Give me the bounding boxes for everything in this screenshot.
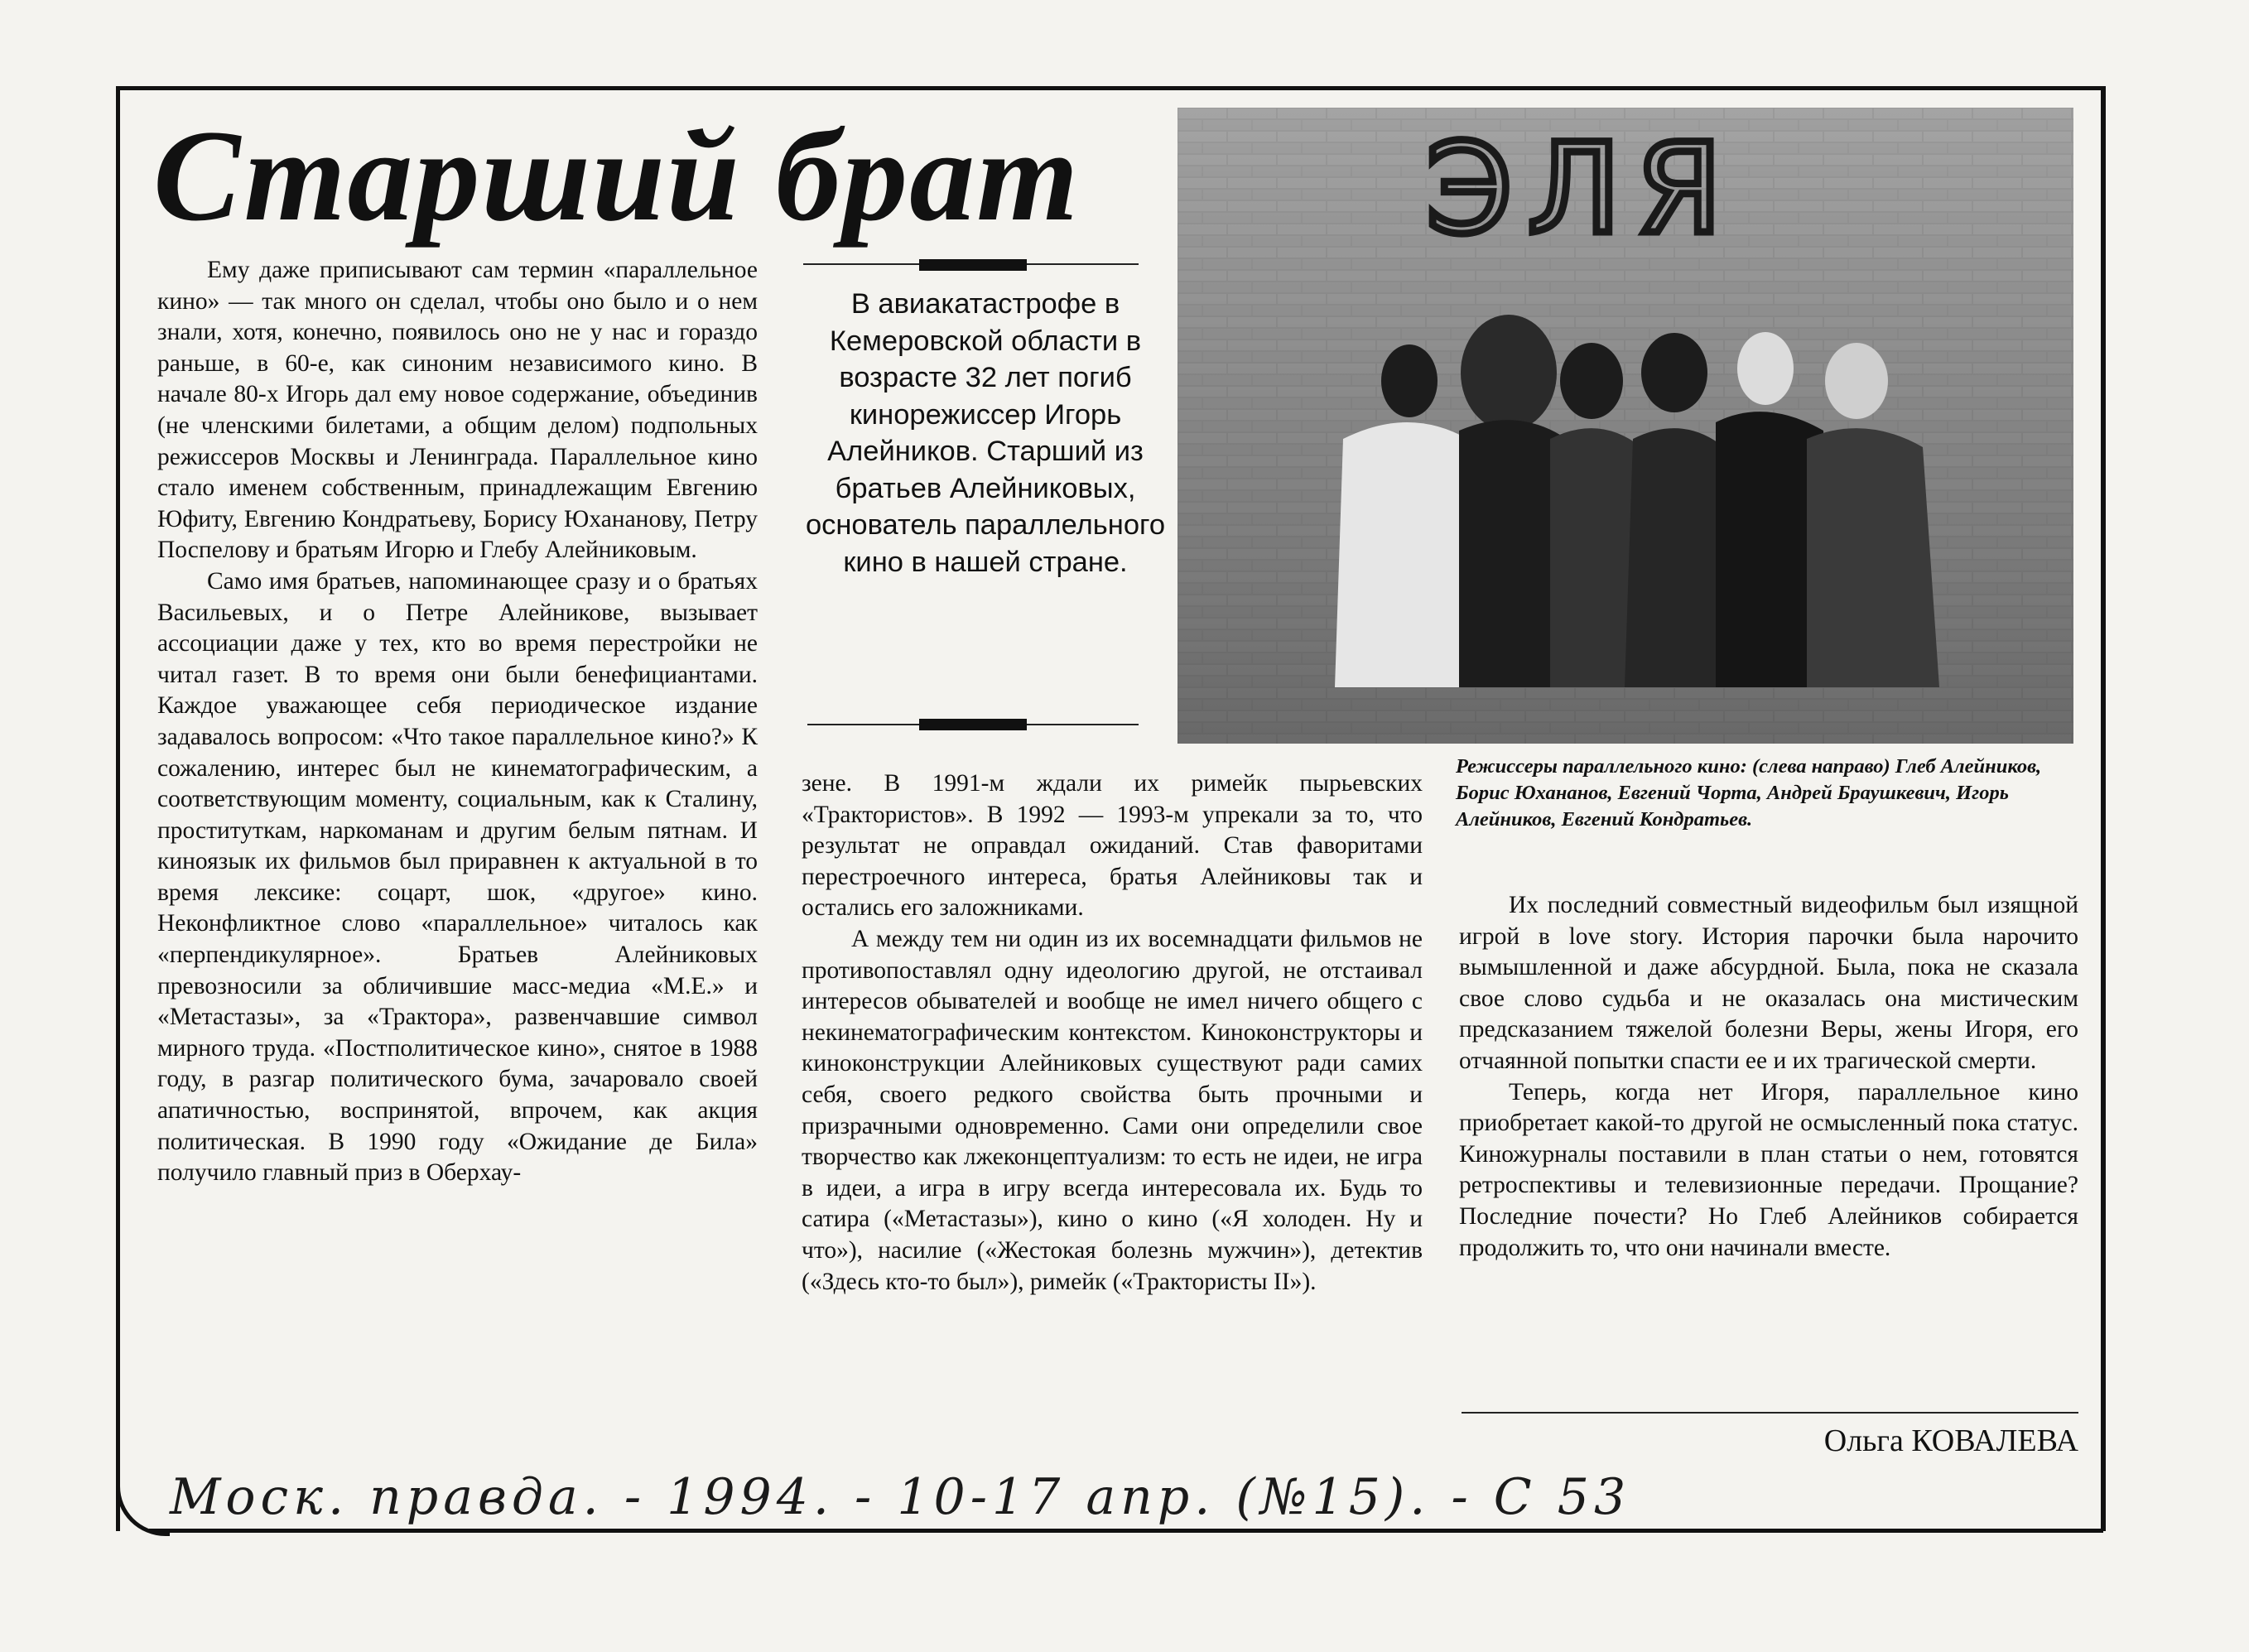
paragraph: Ему даже приписывают сам термин «параллельное кино» — так много он сделал, чтобы оно было и о нем знали, хотя, конечно, появилось оно не у нас и гораздо раньше, в 60-е, как синоним независимого кино. В начале 80-х Игорь дал ему новое содержание, объединив (не членскими билетами, а общим делом) подпольных режиссеров Москвы и Ленинграда. Параллельное кино стало именем собственным, принадлежащим Евгению Юфиту, Евгению Кондратьеву, Борису Юхананову, Петру Поспелову и братьям Игорю и Глебу Алейниковым. (157, 257, 758, 564)
article-headline: Старший брат (153, 104, 1081, 248)
paragraph: зене. В 1991-м ждали их римейк пырьевских «Трактористов». В 1992 — 1993-м упрекали за то, что результат не оправдал ожиданий. Став фаворитами перестроечного интереса, братья Алейниковы так и остались его заложниками. (802, 770, 1423, 922)
paragraph: Само имя братьев, напоминающее сразу и о братьях Васильевых, и о Петре Алейникове, вызывает ассоциации даже у тех, кто во время перестройки не читал газет. В то время они были бенефициантами. Каждое уважающее себя периодическое издание задавалось вопросом: «Что такое параллельное кино?» К сожалению, интерес был не кинематографическим, а соответствующим моменту, социальным, как к Сталину, проституткам, наркоманам и другим белым пятнам. И киноязык их фильмов был приравнен к актуальной в то время лексике: соцарт, шок, «другое» кино. Неконфликтное слово «параллельное» читалось как «перпендикулярное». Братьев Алейниковых превозносили за обличившие масс-медиа «М.Е.» и «Метастазы», за «Трактора», развенчавшие символ мирного труда. «Постполитическое кино», снятое в 1988 году, в разгар политического бума, зачаровало своей апатичностью, воспринятой, впрочем, как акция политическая. В 1990 году «Ожидание де Била» получило главный приз в Оберхау- (157, 567, 758, 1187)
lead-bar (919, 259, 1027, 271)
article-lead: В авиакатастрофе в Кемеровской области в возрасте 32 лет погиб кинорежиссер Игорь Алейников. Старший из братьев Алейниковых, основатель параллельного кино в нашей стране. (805, 288, 1166, 578)
byline-rule (1462, 1412, 2078, 1414)
text-column-3 (1459, 890, 2078, 1412)
paragraph: А между тем ни один из их восемнадцати фильмов не противопоставлял одну идеологию другой, не отстаивал интересов обывателей и вообще не имел ничего общего с некинематографическим контекстом. Киноконструкторы и киноконструкции Алейниковых существуют ради самих себя, своего редкого свойства быть прочными и призрачными одновременно. Сами они определили свое творчество как лжеконцептуализм: то есть не идеи, не игра в идеи, а игра в игру всегда интересовала их. Будь то сатира («Метастазы»), кино о кино («Я холоден. Ну и что»), насилие («Жестокая болезнь мужчин»), детектив («Здесь кто-то был»), римейк («Трактористы II»). (802, 925, 1423, 1295)
group-photo (1177, 108, 2073, 744)
text-column-2 (802, 768, 1423, 1489)
paragraph: Их последний совместный видеофильм был изящной игрой в love story. История парочки была нарочито вымышленной и даже абсурдной. Была, пока не сказала свое слово судьба и не оказалась она мистическим предсказанием тяжелой болезни Веры, жены Игоря, его отчаянной попытки спасти ее и их трагической смерти. (1459, 892, 2078, 1074)
lead-bar (919, 719, 1027, 730)
paragraph: Теперь, когда нет Игоря, параллельное кино приобретает какой-то другой не осмысленный пока статус. Киножурналы поставили в план статьи о нем, готовятся ретроспективы и телевизионные передачи. Прощание? Последние почести? Но Глеб Алейников собирается продолжить то, что они начинали вместе. (1459, 1078, 2078, 1261)
clipping-border-bottom (149, 1529, 2103, 1533)
clipping-border-top (116, 86, 2105, 90)
byline: Ольга КОВАЛЕВА (1823, 1423, 2078, 1458)
text-column-1 (157, 255, 758, 1518)
clipping-border-left (116, 86, 120, 1531)
clipping-border-right (2101, 86, 2106, 1531)
photo-caption: Режиссеры параллельного кино: (слева направо) Глеб Алейников, Борис Юхананов, Евгений Чорта, Андрей Браушкевич, Игорь Алейников, Евгений Кондратьев. (1456, 755, 2042, 831)
graffiti: ЭЛЯ (1426, 118, 1737, 262)
handwritten-source-note: Моск. правда. - 1994. - 10-17 апр. (№15). - С 53 (170, 1468, 1631, 1526)
